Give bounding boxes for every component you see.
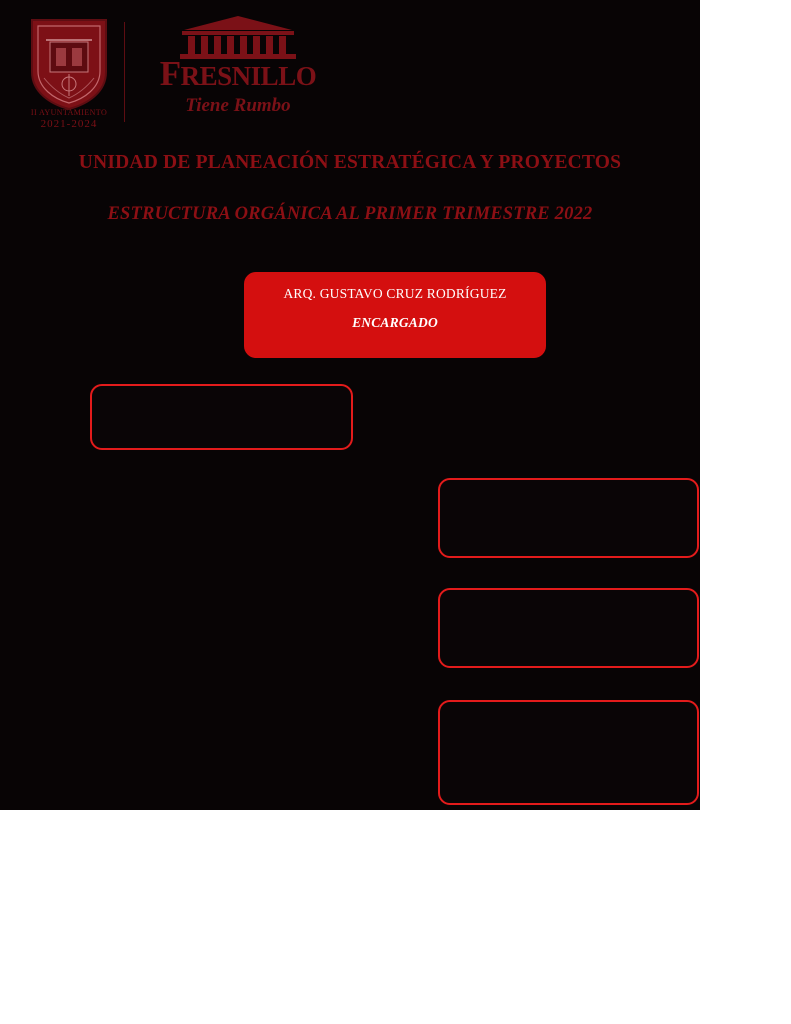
coat-of-arms-shield-icon (26, 16, 112, 112)
org-node-right-2 (438, 588, 699, 668)
page-subtitle: ESTRUCTURA ORGÁNICA AL PRIMER TRIMESTRE 2022 (107, 204, 593, 224)
classical-building-icon (168, 14, 308, 60)
header-divider (124, 22, 125, 122)
org-node-right-1 (438, 478, 699, 558)
institutional-header (20, 8, 320, 130)
crest-caption-line2: 2021-2024 (40, 118, 98, 130)
brand-name (138, 56, 338, 91)
org-node-head (244, 272, 546, 358)
org-node-left (90, 384, 353, 450)
crest-caption-line1: II AYUNTAMIENTO (30, 108, 108, 117)
city-wordmark (138, 14, 338, 126)
brand-tagline: Tiene Rumbo (185, 95, 291, 116)
org-node-right-3 (438, 700, 699, 805)
crest-caption (26, 108, 112, 132)
page-title: UNIDAD DE PLANEACIÓN ESTRATÉGICA Y PROYECTOS (78, 152, 622, 173)
org-node-head-name: ARQ. GUSTAVO CRUZ RODRÍGUEZ (283, 286, 507, 301)
brand-name-rest: RESNILLO (180, 61, 317, 91)
org-node-head-role: ENCARGADO (352, 315, 438, 330)
brand-name-initial: F (159, 54, 181, 93)
